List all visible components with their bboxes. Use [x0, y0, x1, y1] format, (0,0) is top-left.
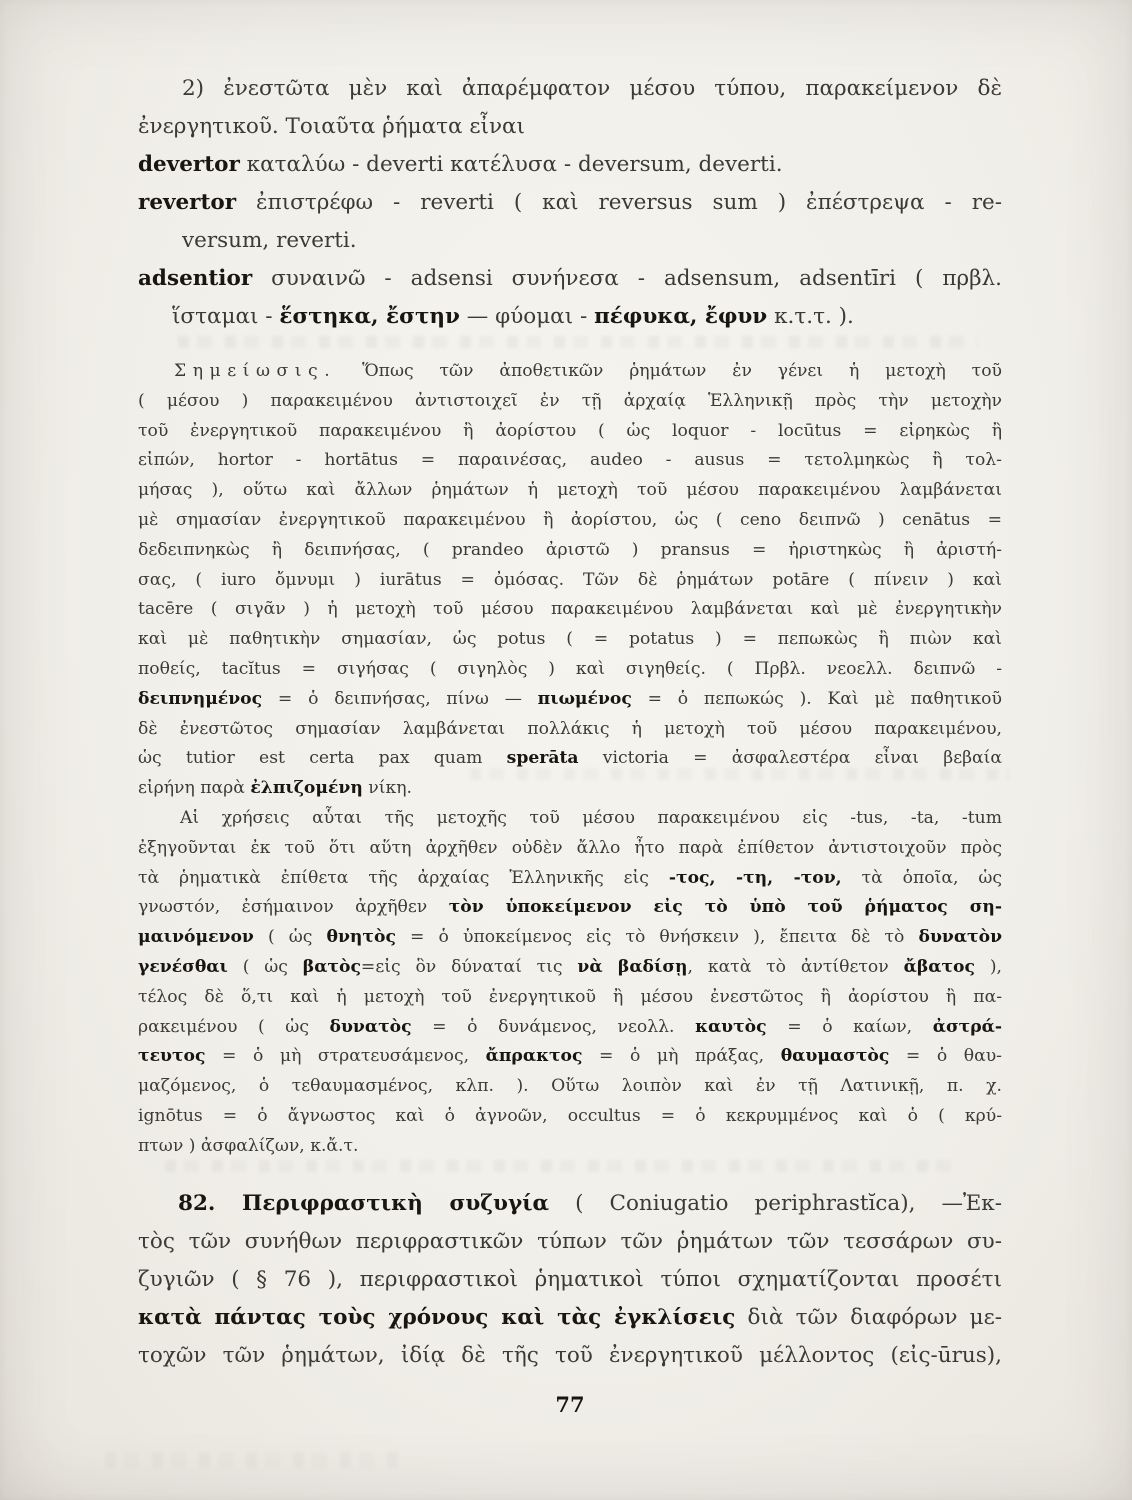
- text-run: Αἱ χρήσεις αὗται τῆς μετοχῆς τοῦ μέσου παρακειμένου εἰς -tus, -ta, -tum: [180, 807, 1002, 828]
- bold-text-run: πιωμένος: [537, 688, 632, 709]
- text-line: [138, 625, 1002, 655]
- text-run: ἵσταμαι -: [172, 304, 280, 329]
- text-line: [138, 446, 1002, 476]
- text-run: = ὁ δυνάμενος, νεολλ.: [411, 1016, 696, 1037]
- text-run: victoria = ἀσφαλεστέρα εἶναι βεβαία: [578, 748, 1002, 769]
- text-line: [138, 1042, 1002, 1072]
- text-run: tacēre ( σιγᾶν ) ἡ μετοχὴ τοῦ μέσου παρακειμένου λαμβάνεται καὶ μὲ ἐνεργητικὴν: [138, 599, 1002, 620]
- text-line: [138, 834, 1002, 864]
- text-run: =εἰς ὃν δύναταί τις: [360, 956, 578, 977]
- bold-text-run: sperāta: [506, 748, 579, 769]
- text-line: [138, 893, 1002, 923]
- text-line: [138, 1072, 1002, 1102]
- text-line: [138, 744, 1002, 774]
- text-line: [138, 260, 1002, 298]
- text-run: συναινῶ - adsensi συνήνεσα - adsensum, adsentīri ( πρβλ.: [252, 266, 1002, 291]
- bold-text-run: 82. Περιφραστικὴ συζυγία: [178, 1191, 550, 1216]
- bold-text-run: δυνατὸς: [329, 1016, 412, 1037]
- text-line: [138, 298, 1002, 336]
- deponent-verbs-paragraph: [138, 70, 1002, 336]
- text-run: ( μέσου ) παρακειμένου ἀντιστοιχεῖ ἐν τῇ ἀρχαίᾳ Ἑλληνικῇ πρὸς τὴν μετοχὴν: [138, 390, 1002, 411]
- text-line: [138, 222, 1002, 260]
- text-run: = ὁ μὴ πράξας,: [582, 1046, 781, 1067]
- text-run: τέλος δὲ ὅ,τι καὶ ἡ μετοχὴ τοῦ ἐνεργητικοῦ ἢ μέσου ἐνεστῶτος ἢ ἀορίστου ἢ πα-: [138, 986, 1002, 1007]
- text-line: [138, 983, 1002, 1013]
- text-line: [138, 476, 1002, 506]
- note-label: Σημείωσις.: [174, 361, 337, 381]
- remark-paragraph: [138, 357, 1002, 1162]
- bold-text-run: πέφυκα, ἔφυν: [594, 304, 768, 329]
- text-line: [138, 536, 1002, 566]
- text-line: [138, 804, 1002, 834]
- bold-text-run: τὸν ὑποκείμενον εἰς τὸ ὑπὸ τοῦ ῥήματος ση-: [448, 897, 1002, 918]
- text-run: διὰ τῶν διαφόρων με-: [735, 1305, 1002, 1330]
- text-line: [138, 387, 1002, 417]
- text-line: [138, 1299, 1002, 1337]
- bold-text-run: βατὸς: [302, 956, 361, 977]
- text-run: καὶ μὲ παθητικὴν σημασίαν, ὡς potus ( = potatus ) = πεπωκὼς ἢ πιὼν καὶ: [138, 629, 1002, 650]
- text-run: Ὅπως τῶν ἀποθετικῶν ῥημάτων ἐν γένει ἡ μετοχὴ τοῦ: [336, 361, 1002, 381]
- bold-text-run: δειπνημένος: [138, 688, 263, 709]
- text-run: τοῦ ἐνεργητικοῦ παρακειμένου ἢ ἀορίστου ( ὡς loquor - locūtus = εἰρηκὼς ἢ: [138, 420, 1002, 441]
- text-line: [138, 655, 1002, 685]
- text-line: [138, 864, 1002, 894]
- text-run: ( ὡς: [227, 956, 303, 977]
- bold-text-run: ἀστρά-: [932, 1016, 1002, 1037]
- bold-text-run: νὰ βαδίσῃ: [577, 956, 688, 977]
- bold-text-run: κατὰ πάντας τοὺς χρόνους καὶ τὰς ἐγκλίσεις: [138, 1305, 736, 1330]
- text-run: ἐνεργητικοῦ. Τοιαῦτα ῥήματα εἶναι: [138, 114, 525, 139]
- text-run: versum, reverti.: [182, 228, 357, 253]
- text-line: [138, 146, 1002, 184]
- bold-text-run: ἄβατος: [903, 956, 975, 977]
- bold-text-run: καυτὸς: [695, 1016, 767, 1037]
- text-run: εἰρήνη παρὰ: [138, 778, 251, 799]
- text-run: γνωστόν, ἐσήμαινον ἀρχῆθεν: [138, 897, 449, 918]
- bold-text-run: devertor: [138, 152, 240, 177]
- text-line: [138, 1185, 1002, 1223]
- text-run: — φύομαι -: [459, 304, 595, 329]
- text-line: [138, 1102, 1002, 1132]
- text-line: [138, 715, 1002, 745]
- text-line: [138, 108, 1002, 146]
- text-run: = ὁ ὑποκείμενος εἰς τὸ θνήσκειν ), ἔπειτα δὲ τὸ: [395, 927, 919, 948]
- text-line: [138, 357, 1002, 387]
- text-run: τὰ ῥηματικὰ ἐπίθετα τῆς ἀρχαίας Ἑλληνικῆς εἰς: [138, 867, 669, 888]
- page-number: 77: [555, 1392, 585, 1417]
- bold-text-run: θνητὸς: [326, 927, 396, 948]
- bold-text-run: μαινόμενον: [138, 927, 254, 948]
- bold-text-run: ἐλπιζομένη: [250, 778, 363, 799]
- text-run: = ὁ δειπνήσας, πίνω —: [262, 688, 538, 709]
- text-run: = ὁ καίων,: [766, 1016, 933, 1037]
- text-run: = ὁ μὴ στρατευσάμενος,: [205, 1046, 486, 1067]
- text-run: μὲ σημασίαν ἐνεργητικοῦ παρακειμένου ἢ ἀορίστου, ὡς ( ceno δειπνῶ ) cenātus =: [138, 509, 1002, 530]
- bold-text-run: -τος, -τη, -τον,: [668, 867, 842, 888]
- bold-text-run: γενέσθαι: [138, 956, 228, 977]
- text-run: δὲ ἐνεστῶτος σημασίαν λαμβάνεται πολλάκις ἡ μετοχὴ τοῦ μέσου παρακειμένου,: [138, 718, 1002, 739]
- text-run: τὰ ὁποῖα, ὡς: [841, 867, 1002, 888]
- text-line: [138, 923, 1002, 953]
- text-run: = ὁ πεπωκώς ). Καὶ μὲ παθητικοῦ: [631, 688, 1002, 709]
- text-run: ρακειμένου ( ὡς: [138, 1016, 330, 1037]
- text-run: ( Coniugatio periphrastĭca), —Ἐκ-: [549, 1191, 1002, 1216]
- text-run: ),: [974, 956, 1002, 977]
- text-run: κ.τ.τ. ).: [767, 304, 854, 329]
- text-line: [138, 774, 1002, 804]
- text-run: τὸς τῶν συνήθων περιφραστικῶν τύπων τῶν ῥημάτων τῶν τεσσάρων συ-: [138, 1229, 1002, 1254]
- page-text-column: [138, 0, 1002, 1500]
- text-line: [138, 953, 1002, 983]
- text-line: [138, 70, 1002, 108]
- bold-text-run: θαυμαστὸς: [780, 1046, 890, 1067]
- text-line: [138, 685, 1002, 715]
- text-run: μήσας ), οὕτω καὶ ἄλλων ῥημάτων ἡ μετοχὴ τοῦ μέσου παρακειμένου λαμβάνεται: [138, 480, 1002, 501]
- text-run: δεδειπνηκὼς ἢ δειπνήσας, ( prandeo ἀριστῶ ) pransus = ἠριστηκὼς ἢ ἀριστή-: [138, 539, 1002, 560]
- text-run: σας, ( iuro ὄμνυμι ) iurātus = ὀμόσας. Τῶν δὲ ῥημάτων potāre ( πίνειν ) καὶ: [138, 569, 1002, 590]
- text-run: 2) ἐνεστῶτα μὲν καὶ ἀπαρέμφατον μέσου τύπου, παρακείμενον δὲ: [182, 76, 1002, 101]
- text-run: ὡς tutior est certa pax quam: [138, 748, 507, 769]
- text-run: = ὁ θαυ-: [889, 1046, 1002, 1067]
- text-run: ποθείς, tacĭtus = σιγήσας ( σιγηλὸς ) καὶ σιγηθείς. ( Πρβλ. νεοελλ. δειπνῶ -: [138, 658, 1002, 679]
- text-run: ἐπιστρέφω - reverti ( καὶ reversus sum ) ἐπέστρεψα - re-: [236, 190, 1002, 215]
- bold-text-run: τευτος: [138, 1046, 206, 1067]
- bold-text-run: revertor: [138, 190, 237, 215]
- text-line: [138, 1223, 1002, 1261]
- section-82-paragraph: [138, 1185, 1002, 1375]
- text-run: , κατὰ τὸ ἀντίθετον: [687, 956, 904, 977]
- text-line: [138, 1337, 1002, 1375]
- text-run: τοχῶν τῶν ῥημάτων, ἰδίᾳ δὲ τῆς τοῦ ἐνεργητικοῦ μέλλοντος (εἰς-ūrus),: [138, 1343, 1002, 1368]
- text-line: [138, 417, 1002, 447]
- bold-text-run: ἄπρακτος: [485, 1046, 583, 1067]
- text-line: [138, 1132, 1002, 1162]
- text-run: νίκη.: [362, 778, 412, 799]
- text-run: ἐξηγοῦνται ἐκ τοῦ ὅτι αὕτη ἀρχῆθεν οὐδὲν ἄλλο ἦτο παρὰ ἐπίθετον ἀντιστοιχοῦν πρὸς: [138, 837, 1002, 858]
- text-line: [138, 1261, 1002, 1299]
- text-run: μαζόμενος, ὁ τεθαυμασμένος, κλπ. ). Οὕτω λοιπὸν καὶ ἐν τῇ Λατινικῇ, π. χ.: [138, 1076, 1002, 1097]
- text-run: εἰπών, hortor - hortātus = παραινέσας, audeo - ausus = τετολμηκὼς ἢ τολ-: [138, 450, 1002, 471]
- text-line: [138, 506, 1002, 536]
- text-run: ignōtus = ὁ ἄγνωστος καὶ ὁ ἀγνοῶν, occultus = ὁ κεκρυμμένος καὶ ὁ ( κρύ-: [138, 1105, 1002, 1126]
- bold-text-run: adsentior: [138, 266, 253, 291]
- text-line: [138, 1013, 1002, 1043]
- text-line: [138, 595, 1002, 625]
- text-run: ( ὡς: [253, 927, 327, 948]
- text-run: καταλύω - deverti κατέλυσα - deversum, deverti.: [239, 152, 783, 177]
- text-line: [138, 566, 1002, 596]
- bold-text-run: δυνατὸν: [918, 927, 1002, 948]
- text-run: πτων ) ἀσφαλίζων, κ.ἄ.τ.: [138, 1135, 359, 1156]
- text-line: [138, 184, 1002, 222]
- bold-text-run: ἕστηκα, ἔστην: [279, 304, 460, 329]
- text-run: ζυγιῶν ( § 76 ), περιφραστικοὶ ῥηματικοὶ τύποι σχηματίζονται προσέτι: [138, 1267, 1002, 1292]
